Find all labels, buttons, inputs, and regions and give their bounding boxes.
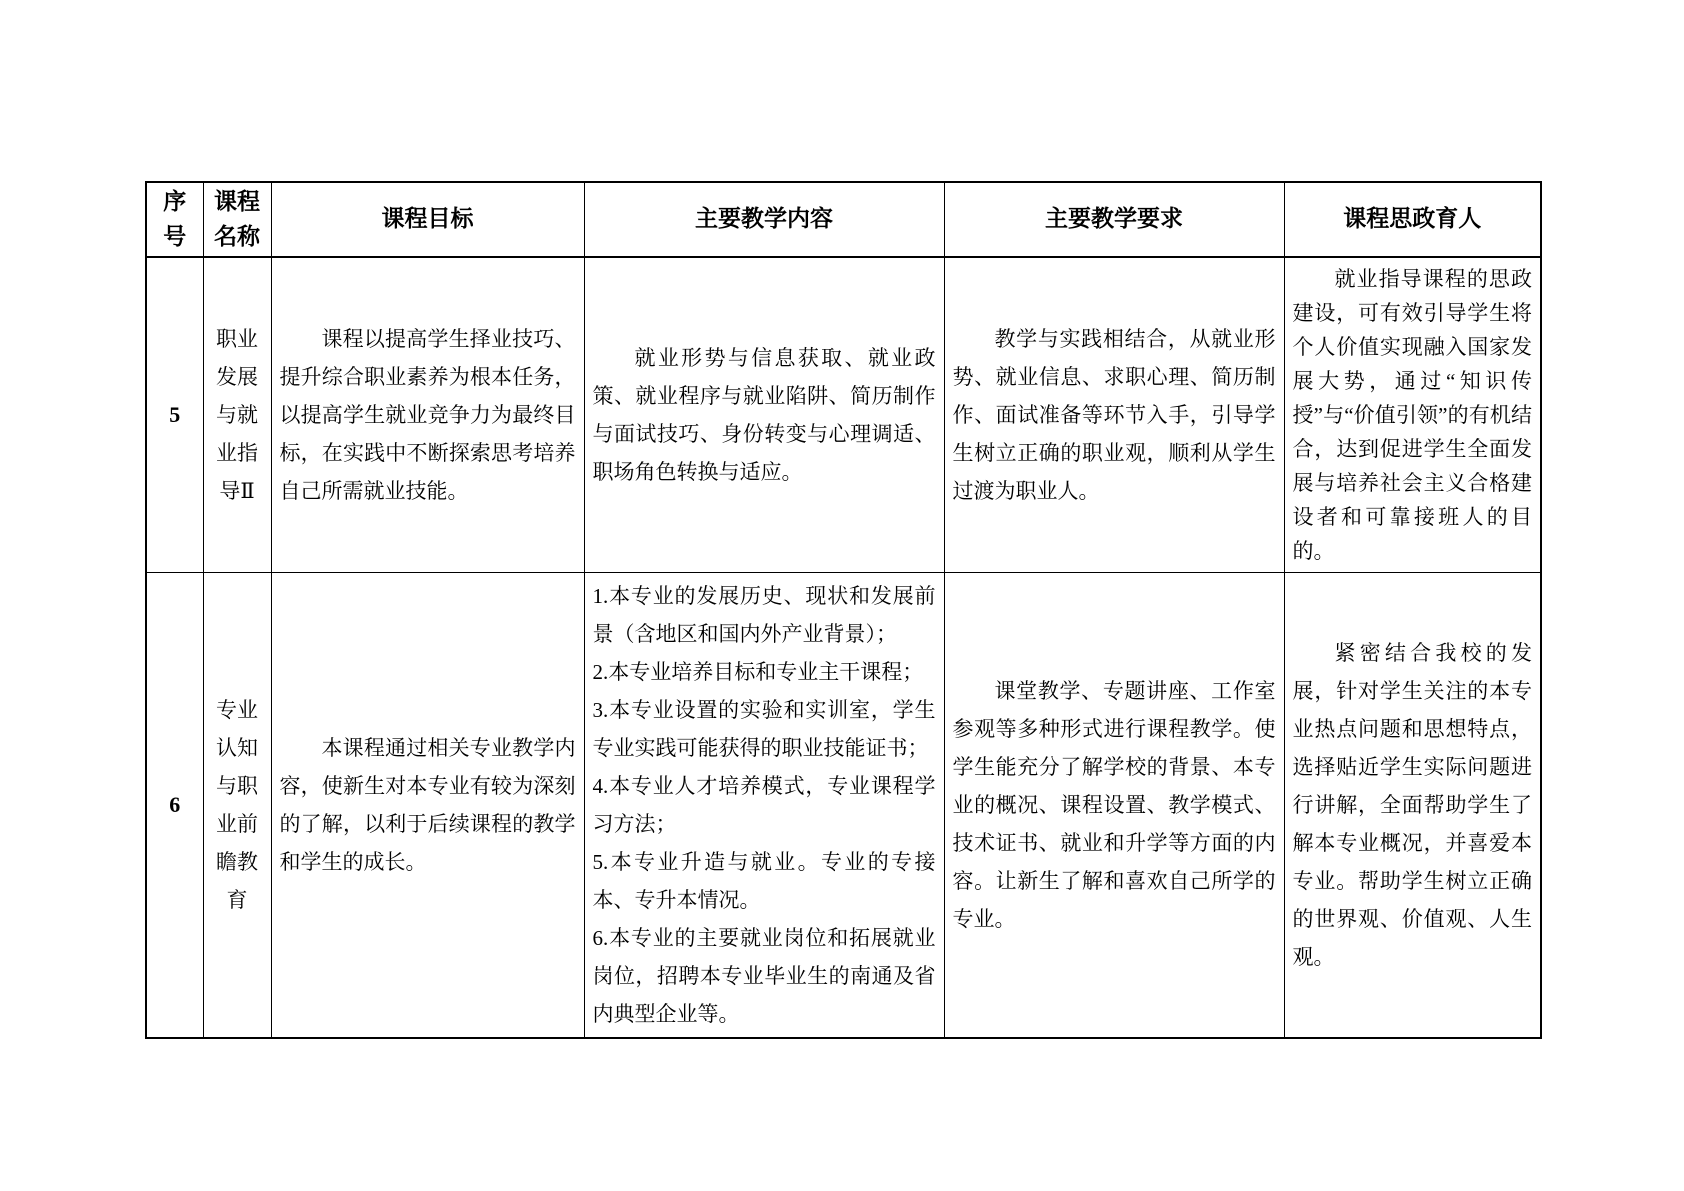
row6-requirements [944, 573, 1284, 1039]
row5-objectives-text: 课程以提高学生择业技巧、提升综合职业素养为根本任务，以提高学生就业竞争力为最终目标，在实践中不断探索思考培养自己所需就业技能。 [279, 327, 576, 503]
header-course-name-label: 课程名称 [213, 189, 260, 249]
row5-requirements-text: 教学与实践相结合，从就业形势、就业信息、求职心理、简历制作、面试准备等环节入手，引导学生树立正确的职业观，顺利从学生过渡为职业人。 [952, 327, 1276, 503]
table-row-5 [146, 257, 1541, 573]
row6-ideology [1284, 573, 1541, 1039]
row5-ideology-text: 就业指导课程的思政建设，可有效引导学生将个人价值实现融入国家发展大势，通过“知识传授”与“价值引领”的有机结合，达到促进学生全面发展与培养社会主义合格建设者和可靠接班人的目的。 [1292, 267, 1532, 563]
row6-content-item-6: 6.本专业的主要就业岗位和拓展就业岗位，招聘本专业毕业生的南通及省内典型企业等。 [592, 926, 936, 1026]
row6-ideology-text: 紧密结合我校的发展，针对学生关注的本专业热点问题和思想特点，选择贴近学生实际问题进行讲解，全面帮助学生了解本专业概况，并喜爱本专业。帮助学生树立正确的世界观、价值观、人生观。 [1292, 641, 1532, 969]
header-no [146, 182, 203, 257]
row6-number: 6 [146, 573, 203, 1039]
header-content-label: 主要教学内容 [695, 206, 833, 232]
row5-number: 5 [146, 257, 203, 573]
row5-course-name-text: 职业发展与就业指导Ⅱ [216, 327, 258, 503]
row6-content-item-2: 2.本专业培养目标和专业主干课程； [592, 660, 924, 684]
row6-course-name-text: 专业认知与职业前瞻教育 [216, 698, 258, 912]
row5-objectives [271, 257, 584, 573]
row6-objectives [271, 573, 584, 1039]
row6-objectives-text: 本课程通过相关专业教学内容，使新生对本专业有较为深刻的了解，以利于后续课程的教学和学生的成长。 [279, 736, 576, 874]
row5-requirements [944, 257, 1284, 573]
row5-course-name [203, 257, 271, 573]
row6-content [584, 573, 944, 1039]
header-row [146, 182, 1541, 257]
header-content [584, 182, 944, 257]
row6-requirements-text: 课堂教学、专题讲座、工作室参观等多种形式进行课程教学。使学生能充分了解学校的背景、本专业的概况、课程设置、教学模式、技术证书、就业和升学等方面的内容。让新生了解和喜欢自己所学的专业。 [952, 679, 1276, 931]
row6-course-name [203, 573, 271, 1039]
header-ideology [1284, 182, 1541, 257]
header-course-name [203, 182, 271, 257]
row6-content-item-1: 1.本专业的发展历史、现状和发展前景（含地区和国内外产业背景）； [592, 584, 936, 646]
row5-content [584, 257, 944, 573]
row6-content-item-5: 5.本专业升造与就业。专业的专接本、专升本情况。 [592, 850, 936, 912]
header-no-label: 序号 [163, 189, 187, 249]
row6-content-item-4: 4.本专业人才培养模式，专业课程学习方法； [592, 774, 936, 836]
header-objectives-label: 课程目标 [381, 206, 474, 232]
course-table [145, 181, 1542, 1039]
header-objectives [271, 182, 584, 257]
header-ideology-label: 课程思政育人 [1343, 206, 1482, 232]
row5-content-text: 就业形势与信息获取、就业政策、就业程序与就业陷阱、简历制作与面试技巧、身份转变与心理调适、职场角色转换与适应。 [592, 346, 936, 484]
row5-ideology [1284, 257, 1541, 573]
table-row-6 [146, 573, 1541, 1039]
header-requirements-label: 主要教学要求 [1045, 206, 1183, 232]
header-requirements [944, 182, 1284, 257]
row6-content-item-3: 3.本专业设置的实验和实训室，学生专业实践可能获得的职业技能证书； [592, 698, 936, 760]
